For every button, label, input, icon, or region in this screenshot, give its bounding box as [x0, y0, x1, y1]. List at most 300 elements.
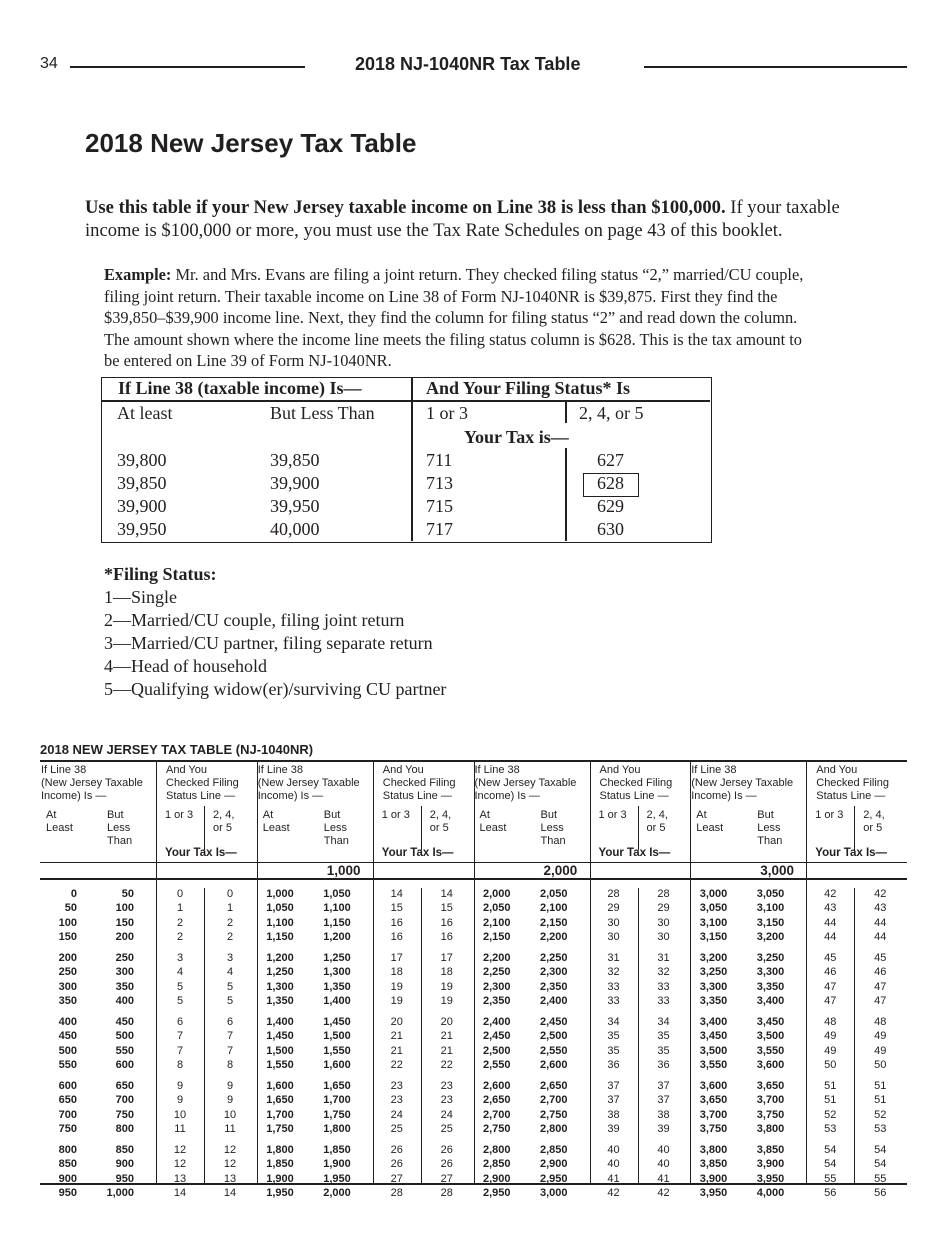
row-tax-status-b: 42 [657, 1187, 670, 1200]
row-tax-status-b: 11 [224, 1123, 236, 1136]
row-tax-status-a: 53 [824, 1123, 837, 1136]
row-but-less: 3,800 [756, 1123, 785, 1136]
row-tax-status-b: 20 [440, 1016, 453, 1028]
row-at-least: 1,100 [266, 916, 294, 929]
but-less-header: Less [757, 822, 781, 834]
row-but-less: 950 [115, 1172, 134, 1185]
at-least-header: At [262, 809, 274, 821]
and-you-header: And You [166, 764, 207, 776]
row-tax-status-a: 37 [607, 1094, 620, 1107]
row-at-least: 3,200 [699, 952, 728, 964]
row-tax-status-b: 10 [223, 1108, 237, 1121]
row-tax-status-b: 48 [874, 1016, 887, 1028]
row-tax-status-b: 32 [657, 966, 670, 979]
row-but-less: 750 [115, 1108, 134, 1121]
row-at-least: 2,050 [482, 902, 511, 915]
example-col-at-least: At least [117, 403, 173, 423]
row-tax-status-b: 51 [874, 1094, 887, 1107]
row-tax-status-b: 2 [226, 931, 234, 944]
row-tax-status-a: 34 [607, 1016, 620, 1028]
if-line-header: (New Jersey Taxable [41, 777, 143, 789]
row-tax-status-b: 53 [874, 1123, 887, 1136]
filing-status-item: 2—Married/CU couple, filing joint return [104, 610, 405, 630]
row-tax-status-b: 55 [874, 1172, 887, 1185]
status-inner-divider [421, 888, 422, 1184]
your-tax-header: Your Tax Is— [598, 847, 671, 859]
row-but-less: 1,900 [323, 1158, 351, 1171]
example-your-tax: Your Tax is— [464, 427, 569, 447]
row-tax-status-b: 9 [226, 1080, 234, 1092]
but-less-header: Less [540, 822, 564, 834]
row-but-less: 150 [115, 916, 134, 929]
row-tax-status-a: 25 [390, 1123, 403, 1136]
row-at-least: 100 [58, 916, 77, 929]
status-divider [806, 760, 807, 1184]
row-tax-status-a: 49 [824, 1044, 837, 1057]
row-but-less: 350 [115, 980, 134, 993]
example-row-tax-b: 630 [597, 519, 624, 539]
row-tax-status-a: 23 [390, 1080, 403, 1092]
row-tax-status-b: 35 [657, 1030, 670, 1043]
row-tax-status-a: 37 [607, 1080, 620, 1092]
row-at-least: 3,700 [699, 1108, 728, 1121]
row-at-least: 1,350 [266, 995, 294, 1008]
row-tax-status-b: 1 [226, 902, 234, 915]
row-at-least: 2,000 [482, 888, 511, 900]
at-least-header: At [479, 809, 490, 821]
row-tax-status-b: 5 [226, 995, 234, 1008]
row-but-less: 2,050 [539, 888, 568, 900]
row-at-least: 2,650 [482, 1094, 511, 1107]
status-b-header: or 5 [863, 822, 883, 834]
row-tax-status-b: 14 [223, 1187, 237, 1200]
row-tax-status-b: 7 [226, 1030, 234, 1043]
example-row-at-least: 39,950 [117, 519, 167, 539]
row-but-less: 1,200 [323, 931, 351, 944]
filing-status-item: 3—Married/CU partner, filing separate return [104, 633, 433, 653]
row-tax-status-a: 12 [173, 1158, 187, 1171]
row-at-least: 1,300 [266, 980, 294, 993]
row-at-least: 900 [58, 1172, 77, 1185]
row-but-less: 3,200 [756, 931, 785, 944]
row-tax-status-a: 16 [390, 931, 403, 944]
row-but-less: 1,300 [323, 966, 351, 979]
row-but-less: 2,350 [539, 980, 568, 993]
but-less-header: But [323, 809, 341, 821]
status-divider [590, 760, 591, 1184]
row-tax-status-b: 15 [440, 902, 453, 915]
if-line-header: Income) Is — [257, 790, 324, 802]
status-a-header: 1 or 3 [165, 809, 194, 821]
and-you-header: And You [816, 764, 858, 776]
row-at-least: 600 [58, 1080, 77, 1092]
row-but-less: 3,650 [756, 1080, 785, 1092]
row-tax-status-b: 54 [874, 1144, 887, 1156]
row-tax-status-b: 2 [226, 916, 234, 929]
row-but-less: 1,500 [323, 1030, 351, 1043]
and-you-header: Status Line — [816, 790, 886, 802]
row-tax-status-a: 54 [824, 1144, 837, 1156]
row-at-least: 50 [64, 902, 77, 915]
row-at-least: 1,500 [266, 1044, 294, 1057]
row-but-less: 3,000 [539, 1187, 568, 1200]
row-tax-status-a: 4 [176, 966, 184, 979]
and-you-header: Checked Filing [166, 777, 239, 789]
row-but-less: 900 [115, 1158, 134, 1171]
row-tax-status-b: 19 [440, 980, 453, 993]
status-b-header: or 5 [646, 822, 666, 834]
status-a-header: 1 or 3 [815, 809, 844, 821]
row-tax-status-b: 42 [874, 888, 887, 900]
running-title: 2018 NJ-1040NR Tax Table [355, 54, 581, 74]
example-row-but-less: 40,000 [270, 519, 320, 539]
row-tax-status-a: 12 [173, 1144, 187, 1156]
row-tax-status-a: 22 [390, 1059, 403, 1072]
filing-status-item: 5—Qualifying widow(er)/surviving CU partner [104, 679, 447, 699]
row-at-least: 650 [58, 1094, 77, 1107]
example-col-status-a: 1 or 3 [426, 403, 468, 423]
row-tax-status-a: 33 [607, 980, 620, 993]
example-table-header-rule [102, 400, 710, 402]
row-tax-status-a: 17 [390, 952, 403, 964]
at-least-header: Least [696, 822, 724, 834]
intro-rest: If your taxable income is $100,000 or more, you must use the Tax Rate Schedules on page 43 of this booklet. [85, 197, 840, 241]
row-at-least: 300 [58, 980, 77, 993]
row-tax-status-b: 29 [657, 902, 670, 915]
row-tax-status-b: 9 [226, 1094, 234, 1107]
if-line-header: Income) Is — [474, 790, 540, 802]
row-but-less: 2,650 [539, 1080, 568, 1092]
row-at-least: 1,150 [266, 931, 294, 944]
row-tax-status-a: 52 [824, 1108, 837, 1121]
row-at-least: 750 [58, 1123, 77, 1136]
row-tax-status-b: 16 [440, 931, 453, 944]
row-but-less: 1,100 [323, 902, 351, 915]
row-at-least: 1,850 [266, 1158, 294, 1171]
example-row-tax-a: 715 [426, 496, 453, 516]
your-tax-header: Your Tax Is— [165, 847, 237, 859]
row-tax-status-a: 8 [176, 1059, 184, 1072]
row-tax-status-b: 45 [874, 952, 887, 964]
row-but-less: 600 [115, 1059, 134, 1072]
row-but-less: 200 [115, 931, 134, 944]
row-at-least: 3,850 [699, 1158, 728, 1171]
row-at-least: 950 [58, 1187, 77, 1200]
row-but-less: 1,250 [323, 952, 351, 964]
row-tax-status-a: 40 [607, 1144, 620, 1156]
row-tax-status-b: 49 [874, 1030, 887, 1043]
row-at-least: 3,050 [699, 902, 728, 915]
row-tax-status-a: 20 [390, 1016, 403, 1028]
row-tax-status-a: 14 [173, 1187, 187, 1200]
row-at-least: 2,250 [482, 966, 511, 979]
row-tax-status-a: 18 [390, 966, 403, 979]
row-at-least: 150 [58, 931, 77, 944]
example-label: Example: [104, 265, 172, 284]
tax-table [40, 760, 907, 1200]
row-tax-status-b: 35 [657, 1044, 670, 1057]
row-but-less: 3,100 [756, 902, 785, 915]
example-row-tax-b: 627 [597, 450, 624, 470]
row-tax-status-a: 2 [176, 931, 184, 944]
row-tax-status-a: 2 [176, 916, 184, 929]
row-at-least: 3,250 [699, 966, 728, 979]
row-tax-status-b: 30 [657, 931, 670, 944]
status-inner-divider [421, 806, 422, 850]
and-you-header: Checked Filing [599, 777, 673, 789]
status-divider [156, 760, 157, 1184]
example-row-at-least: 39,800 [117, 450, 167, 470]
row-tax-status-a: 39 [607, 1123, 620, 1136]
row-but-less: 2,000 [323, 1187, 351, 1200]
row-tax-status-a: 48 [824, 1016, 837, 1028]
row-at-least: 250 [58, 966, 77, 979]
row-tax-status-b: 26 [440, 1158, 453, 1171]
row-tax-status-a: 6 [176, 1016, 184, 1028]
row-tax-status-b: 0 [226, 888, 234, 900]
row-but-less: 3,550 [756, 1044, 785, 1057]
row-at-least: 2,350 [482, 995, 511, 1008]
row-tax-status-a: 21 [390, 1044, 403, 1057]
example-row-tax-b: 629 [597, 496, 624, 516]
row-tax-status-b: 47 [874, 995, 887, 1008]
row-tax-status-b: 5 [226, 980, 234, 993]
row-tax-status-b: 43 [874, 902, 887, 915]
row-tax-status-a: 35 [607, 1030, 620, 1043]
row-but-less: 50 [121, 888, 134, 900]
row-at-least: 2,400 [482, 1016, 511, 1028]
row-but-less: 3,450 [756, 1016, 785, 1028]
row-tax-status-a: 33 [607, 995, 620, 1008]
row-tax-status-a: 19 [390, 980, 403, 993]
row-but-less: 3,500 [756, 1030, 785, 1043]
row-tax-status-b: 16 [440, 916, 453, 929]
status-a-header: 1 or 3 [598, 809, 627, 821]
row-tax-status-b: 37 [657, 1080, 670, 1092]
row-at-least: 400 [58, 1016, 77, 1028]
at-least-header: Least [262, 822, 290, 834]
if-line-header: If Line 38 [257, 764, 304, 776]
row-at-least: 1,200 [266, 952, 294, 964]
row-but-less: 2,850 [539, 1144, 568, 1156]
row-but-less: 250 [115, 952, 134, 964]
row-tax-status-a: 26 [390, 1144, 403, 1156]
highlight-box [583, 473, 639, 497]
row-at-least: 3,400 [699, 1016, 728, 1028]
row-at-least: 3,300 [699, 980, 728, 993]
but-less-header: Than [757, 835, 783, 847]
filing-status-item: 4—Head of household [104, 656, 267, 676]
but-less-header: Than [107, 835, 133, 847]
row-at-least: 1,450 [266, 1030, 294, 1043]
row-tax-status-b: 28 [440, 1187, 453, 1200]
example-row-at-least: 39,900 [117, 496, 167, 516]
status-b-header: or 5 [213, 822, 232, 834]
row-tax-status-a: 44 [824, 916, 837, 929]
but-less-header: Less [323, 822, 347, 834]
thousands-label: 1,000 [326, 863, 361, 878]
example-paragraph [104, 264, 804, 372]
intro-paragraph [85, 196, 885, 242]
row-tax-status-a: 28 [607, 888, 620, 900]
row-at-least: 1,000 [266, 888, 294, 900]
row-but-less: 2,450 [539, 1016, 568, 1028]
row-tax-status-b: 28 [657, 888, 670, 900]
example-table-status-divider-bottom [565, 448, 567, 541]
and-you-header: And You [599, 764, 641, 776]
row-but-less: 1,450 [323, 1016, 351, 1028]
row-tax-status-a: 30 [607, 931, 620, 944]
and-you-header: Status Line — [382, 790, 452, 802]
row-but-less: 850 [115, 1144, 134, 1156]
and-you-header: Status Line — [166, 790, 236, 802]
row-at-least: 2,200 [482, 952, 511, 964]
row-tax-status-b: 41 [657, 1172, 670, 1185]
row-but-less: 2,200 [539, 931, 568, 944]
row-tax-status-a: 23 [390, 1094, 403, 1107]
row-tax-status-b: 49 [874, 1044, 887, 1057]
row-tax-status-a: 5 [176, 980, 184, 993]
status-a-header: 1 or 3 [381, 809, 410, 821]
row-tax-status-a: 47 [824, 995, 837, 1008]
row-at-least: 800 [58, 1144, 77, 1156]
row-but-less: 1,950 [323, 1172, 351, 1185]
row-but-less: 450 [115, 1016, 134, 1028]
status-b-header: 2, 4, [646, 809, 668, 821]
row-tax-status-b: 34 [657, 1016, 670, 1028]
row-but-less: 1,050 [323, 888, 351, 900]
row-at-least: 850 [58, 1158, 77, 1171]
row-tax-status-a: 5 [176, 995, 184, 1008]
row-tax-status-a: 50 [824, 1059, 837, 1072]
row-at-least: 3,950 [699, 1187, 728, 1200]
row-but-less: 2,950 [539, 1172, 568, 1185]
row-but-less: 3,950 [756, 1172, 785, 1185]
status-b-header: 2, 4, [213, 809, 235, 821]
if-line-header: Income) Is — [691, 790, 757, 802]
row-tax-status-b: 19 [440, 995, 453, 1008]
row-tax-status-b: 37 [657, 1094, 670, 1107]
row-at-least: 3,600 [699, 1080, 728, 1092]
row-tax-status-a: 41 [607, 1172, 620, 1185]
row-tax-status-a: 45 [824, 952, 837, 964]
row-tax-status-b: 47 [874, 980, 887, 993]
row-tax-status-b: 40 [657, 1158, 670, 1171]
header-rule-right [644, 66, 907, 68]
row-tax-status-b: 12 [223, 1158, 237, 1171]
row-but-less: 3,850 [756, 1144, 785, 1156]
row-tax-status-a: 51 [824, 1094, 837, 1107]
status-inner-divider [638, 888, 639, 1184]
row-tax-status-a: 49 [824, 1030, 837, 1043]
row-tax-status-b: 33 [657, 995, 670, 1008]
row-at-least: 450 [58, 1030, 77, 1043]
row-tax-status-b: 4 [226, 966, 234, 979]
row-but-less: 3,400 [756, 995, 785, 1008]
row-tax-status-a: 35 [607, 1044, 620, 1057]
row-at-least: 2,700 [482, 1108, 511, 1121]
page-number: 34 [40, 55, 58, 72]
row-but-less: 300 [115, 966, 134, 979]
row-but-less: 3,250 [756, 952, 785, 964]
row-tax-status-a: 9 [176, 1094, 184, 1107]
row-at-least: 1,600 [266, 1080, 294, 1092]
row-but-less: 3,750 [756, 1108, 785, 1121]
row-but-less: 3,350 [756, 980, 785, 993]
if-line-header: If Line 38 [41, 764, 87, 776]
row-but-less: 2,900 [539, 1158, 568, 1171]
status-b-header: or 5 [429, 822, 449, 834]
row-tax-status-a: 13 [173, 1172, 187, 1185]
row-but-less: 3,300 [756, 966, 785, 979]
if-line-header: If Line 38 [691, 764, 737, 776]
thousands-label: 3,000 [760, 863, 795, 878]
example-left-heading: If Line 38 (taxable income) Is— [118, 378, 362, 398]
example-row-but-less: 39,900 [270, 473, 320, 493]
row-tax-status-b: 44 [874, 931, 887, 944]
and-you-header: Status Line — [599, 790, 669, 802]
row-tax-status-a: 42 [607, 1187, 620, 1200]
row-tax-status-a: 3 [176, 952, 184, 964]
row-tax-status-a: 46 [824, 966, 837, 979]
row-at-least: 3,450 [699, 1030, 728, 1043]
row-tax-status-b: 44 [874, 916, 887, 929]
row-tax-status-b: 46 [874, 966, 887, 979]
row-at-least: 2,550 [482, 1059, 511, 1072]
row-tax-status-b: 25 [440, 1123, 453, 1136]
status-b-header: 2, 4, [429, 809, 452, 821]
row-tax-status-b: 13 [223, 1172, 237, 1185]
row-tax-status-a: 32 [607, 966, 620, 979]
row-tax-status-a: 26 [390, 1158, 403, 1171]
your-tax-header: Your Tax Is— [815, 847, 888, 859]
row-tax-status-b: 14 [440, 888, 453, 900]
row-tax-status-b: 36 [657, 1059, 670, 1072]
row-but-less: 1,150 [323, 916, 351, 929]
row-at-least: 2,950 [482, 1187, 511, 1200]
row-but-less: 700 [115, 1094, 134, 1107]
row-tax-status-a: 14 [390, 888, 403, 900]
header-rule-left [70, 66, 305, 68]
row-tax-status-b: 6 [226, 1016, 234, 1028]
row-but-less: 550 [115, 1044, 134, 1057]
row-but-less: 3,900 [756, 1158, 785, 1171]
row-but-less: 2,300 [539, 966, 568, 979]
row-at-least: 0 [70, 888, 77, 900]
row-but-less: 1,700 [323, 1094, 351, 1107]
row-at-least: 1,550 [266, 1059, 294, 1072]
row-tax-status-a: 36 [607, 1059, 620, 1072]
row-but-less: 2,400 [539, 995, 568, 1008]
and-you-header: And You [382, 764, 424, 776]
row-tax-status-b: 23 [440, 1094, 453, 1107]
but-less-header: But [107, 809, 124, 821]
row-but-less: 2,500 [539, 1030, 568, 1043]
row-tax-status-b: 17 [440, 952, 453, 964]
row-tax-status-b: 50 [874, 1059, 887, 1072]
but-less-header: Than [540, 835, 566, 847]
row-tax-status-a: 10 [173, 1108, 187, 1121]
row-at-least: 1,050 [266, 902, 294, 915]
row-tax-status-a: 55 [824, 1172, 837, 1185]
row-tax-status-a: 21 [390, 1030, 403, 1043]
row-but-less: 1,800 [323, 1123, 351, 1136]
example-table [101, 377, 712, 543]
if-line-header: Income) Is — [41, 790, 107, 802]
row-tax-status-a: 0 [176, 888, 184, 900]
row-at-least: 2,800 [482, 1144, 511, 1156]
row-at-least: 1,700 [266, 1108, 294, 1121]
